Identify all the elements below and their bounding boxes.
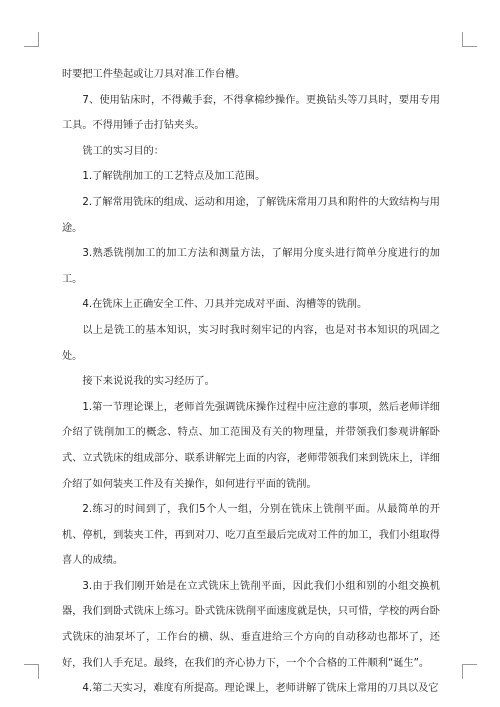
paragraph-experience-3: 3.由于我们刚开始是在立式铣床上铣削平面，因此我们小组和别的小组交换机器，我们到卧式铣床上练习。卧式铣床铣削平面速度就是快，只可惜，学校的两台卧式铣床的油泵坏了，工作台的横、纵、垂直进给三个方向的自动移动也都坏了，还好，我们人手充足。最终，在我们的齐心协力下，一个个合格的工件顺利“诞生”。: [62, 580, 440, 669]
paragraph-goal-2: 2.了解常用铣床的组成、运动和用途，了解铣床常用刀具和附件的大致结构与用途。: [62, 196, 440, 234]
paragraph-milling-goals-heading: 铣工的实习目的：: [82, 145, 164, 157]
paragraph-experience-1: 1.第一节理论课上，老师首先强调铣床操作过程中应注意的事项，然后老师详细介绍了铣削加工的概念、特点、加工范围及有关的物理量，并带领我们参观讲解卧式、立式铣床的组成部分、联系讲解完上面的内容，老师带领我们来到铣床上，详细介绍了如何装夹工件及有关操作，如何进行平面的铣削。: [62, 401, 440, 490]
crop-mark-top-left: [24, 32, 39, 47]
document-body: [62, 62, 440, 702]
crop-mark-bottom-left: [24, 664, 39, 679]
paragraph-goal-3: 3.熟悉铣削加工的加工方法和测量方法，了解用分度头进行简单分度进行的加工。: [62, 248, 440, 285]
paragraph-drill-rule-7: 7、使用钻床时，不得戴手套，不得拿棉纱操作。更换钻头等刀具时，要用专用工具。不得用锤子击打钻夹头。: [62, 94, 440, 132]
paragraph-continuation: 时要把工件垫起或让刀具对准工作台槽。: [62, 69, 246, 80]
paragraph-goal-4: 4.在铣床上正确安全工件、刀具并完成对平面、沟槽等的铣削。: [82, 299, 368, 311]
paragraph-transition: 接下来说说我的实习经历了。: [82, 376, 215, 388]
paragraph-summary: 以上是铣工的基本知识，实习时我时刻牢记的内容，也是对书本知识的巩固之处。: [62, 324, 440, 362]
paragraph-experience-2: 2.练习的时间到了，我们5个人一组，分别在铣床上铣削平面。从最简单的开机、停机，到装夹工件，再到对刀、吃刀直至最后完成对工件的加工，我们小组取得喜人的成绩。: [62, 504, 440, 567]
paragraph-experience-4: 4.第二天实习，难度有所提高。理论课上，老师讲解了铣床上常用的刀具以及它: [82, 683, 439, 695]
crop-mark-bottom-right: [462, 664, 477, 679]
paragraph-goal-1: 1.了解铣削加工的工艺特点及加工范围。: [82, 171, 266, 183]
crop-mark-top-right: [462, 32, 477, 47]
